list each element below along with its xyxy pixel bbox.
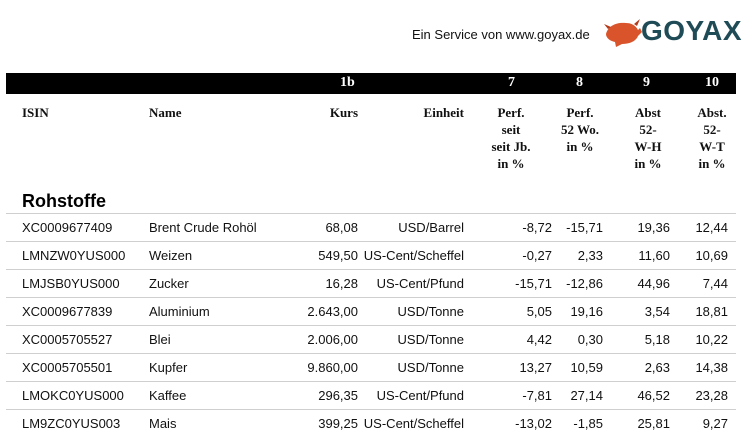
column-header-abst-hoch [625, 104, 671, 172]
table-row [6, 213, 736, 241]
cell-abst-hoch: 2,63 [644, 360, 670, 375]
cell-einheit: US-Cent/Scheffel [363, 416, 464, 431]
cell-perf-52: -1,85 [573, 416, 603, 431]
header-line: 52- [639, 122, 657, 137]
cell-isin: XC0009677839 [22, 304, 113, 319]
table-row [6, 381, 736, 409]
column-header-name: Name [149, 105, 182, 120]
goyax-logo-text: GOYAX [641, 15, 743, 46]
cell-name: Mais [149, 416, 177, 431]
header-line: in % [497, 156, 525, 171]
cell-kurs: 549,50 [318, 248, 358, 263]
cell-name: Kupfer [149, 360, 188, 375]
cell-abst-tief: 7,44 [702, 276, 728, 291]
section-title: Rohstoffe [22, 191, 106, 211]
cell-abst-hoch: 11,60 [638, 248, 670, 263]
cell-perf-seit: -8,72 [522, 220, 552, 235]
column-number-kurs: 1b [340, 75, 355, 90]
cell-isin: LMJSB0YUS000 [22, 276, 120, 291]
cell-name: Weizen [149, 248, 193, 263]
table-row [6, 297, 736, 325]
table-row [6, 241, 736, 269]
cell-perf-seit: 13,27 [519, 360, 552, 375]
cell-perf-52: 0,30 [577, 332, 603, 347]
header-line: seit Jb. [491, 139, 531, 154]
cell-einheit: US-Cent/Scheffel [363, 248, 464, 263]
column-number-bar [6, 73, 736, 94]
cell-name: Zucker [149, 276, 189, 291]
cell-isin: XC0005705527 [22, 332, 113, 347]
cell-abst-hoch: 19,36 [637, 220, 670, 235]
cell-perf-seit: -13,02 [515, 416, 552, 431]
column-number-perf-52: 8 [576, 75, 583, 90]
header-line: Abst [634, 105, 661, 120]
cell-isin: LM9ZC0YUS003 [22, 416, 121, 431]
cell-kurs: 2.006,00 [307, 332, 358, 347]
cell-perf-seit: -15,71 [515, 276, 552, 291]
cell-name: Aluminium [149, 304, 210, 319]
cell-perf-52: 2,33 [577, 248, 603, 263]
column-header-kurs: Kurs [329, 105, 358, 120]
cell-name: Kaffee [149, 388, 187, 403]
cell-perf-seit: 4,42 [526, 332, 552, 347]
cell-einheit: USD/Tonne [397, 304, 464, 319]
header-line: 52- [703, 122, 721, 137]
commodity-table [6, 213, 736, 437]
cell-kurs: 2.643,00 [307, 304, 358, 319]
table-row [6, 325, 736, 353]
cell-perf-seit: 5,05 [526, 304, 552, 319]
column-header-abst-tief [690, 104, 734, 172]
header-line: Perf. [566, 105, 594, 120]
header-line: W-H [634, 139, 662, 154]
header-line: Perf. [497, 105, 525, 120]
table-row [6, 409, 736, 437]
cell-abst-tief: 14,38 [695, 360, 728, 375]
column-number-abst-tief: 10 [705, 75, 719, 90]
cell-kurs: 68,08 [325, 220, 358, 235]
column-number-perf-seit: 7 [508, 75, 515, 90]
header-line: 52 Wo. [560, 122, 600, 137]
cell-einheit: US-Cent/Pfund [376, 276, 464, 291]
header-line: in % [698, 156, 726, 171]
cell-perf-52: -15,71 [566, 220, 603, 235]
cell-kurs: 16,28 [325, 276, 358, 291]
cell-abst-tief: 9,27 [702, 416, 728, 431]
service-text: Ein Service von www.goyax.de [412, 27, 590, 42]
header-line: in % [634, 156, 662, 171]
header-line: W-T [699, 139, 725, 154]
cell-perf-52: 19,16 [570, 304, 603, 319]
cell-perf-52: -12,86 [566, 276, 603, 291]
cell-perf-52: 27,14 [570, 388, 603, 403]
cell-abst-hoch: 44,96 [637, 276, 670, 291]
cell-abst-hoch: 46,52 [637, 388, 670, 403]
cell-einheit: USD/Tonne [397, 332, 464, 347]
column-header-perf-seit [484, 104, 538, 172]
cell-kurs: 9.860,00 [307, 360, 358, 375]
cell-name: Brent Crude Rohöl [149, 220, 257, 235]
header-line: Abst. [697, 105, 727, 120]
cell-abst-tief: 23,28 [695, 388, 728, 403]
cell-abst-tief: 18,81 [695, 304, 728, 319]
column-header-perf-52 [550, 104, 610, 155]
cell-isin: LMNZW0YUS000 [22, 248, 126, 263]
cell-einheit: USD/Barrel [398, 220, 464, 235]
cell-perf-seit: -7,81 [522, 388, 552, 403]
header-line: in % [566, 139, 594, 154]
column-header-einheit: Einheit [423, 105, 464, 120]
cell-abst-tief: 10,22 [695, 332, 728, 347]
column-header-isin: ISIN [22, 105, 49, 120]
cell-abst-hoch: 25,81 [637, 416, 670, 431]
table-row [6, 269, 736, 297]
cell-perf-52: 10,59 [570, 360, 603, 375]
cell-abst-tief: 12,44 [695, 220, 728, 235]
cell-perf-seit: -0,27 [522, 248, 552, 263]
cell-isin: XC0009677409 [22, 220, 113, 235]
cell-name: Blei [149, 332, 171, 347]
cell-einheit: USD/Tonne [397, 360, 464, 375]
cell-abst-hoch: 5,18 [644, 332, 670, 347]
cell-kurs: 296,35 [318, 388, 358, 403]
cell-isin: XC0005705501 [22, 360, 113, 375]
header-line: seit [501, 122, 521, 137]
cell-kurs: 399,25 [318, 416, 358, 431]
cell-einheit: US-Cent/Pfund [376, 388, 464, 403]
table-row [6, 353, 736, 381]
cell-abst-hoch: 3,54 [644, 304, 670, 319]
column-number-abst-hoch: 9 [643, 75, 650, 90]
cell-isin: LMOKC0YUS000 [22, 388, 124, 403]
cell-abst-tief: 10,69 [695, 248, 728, 263]
